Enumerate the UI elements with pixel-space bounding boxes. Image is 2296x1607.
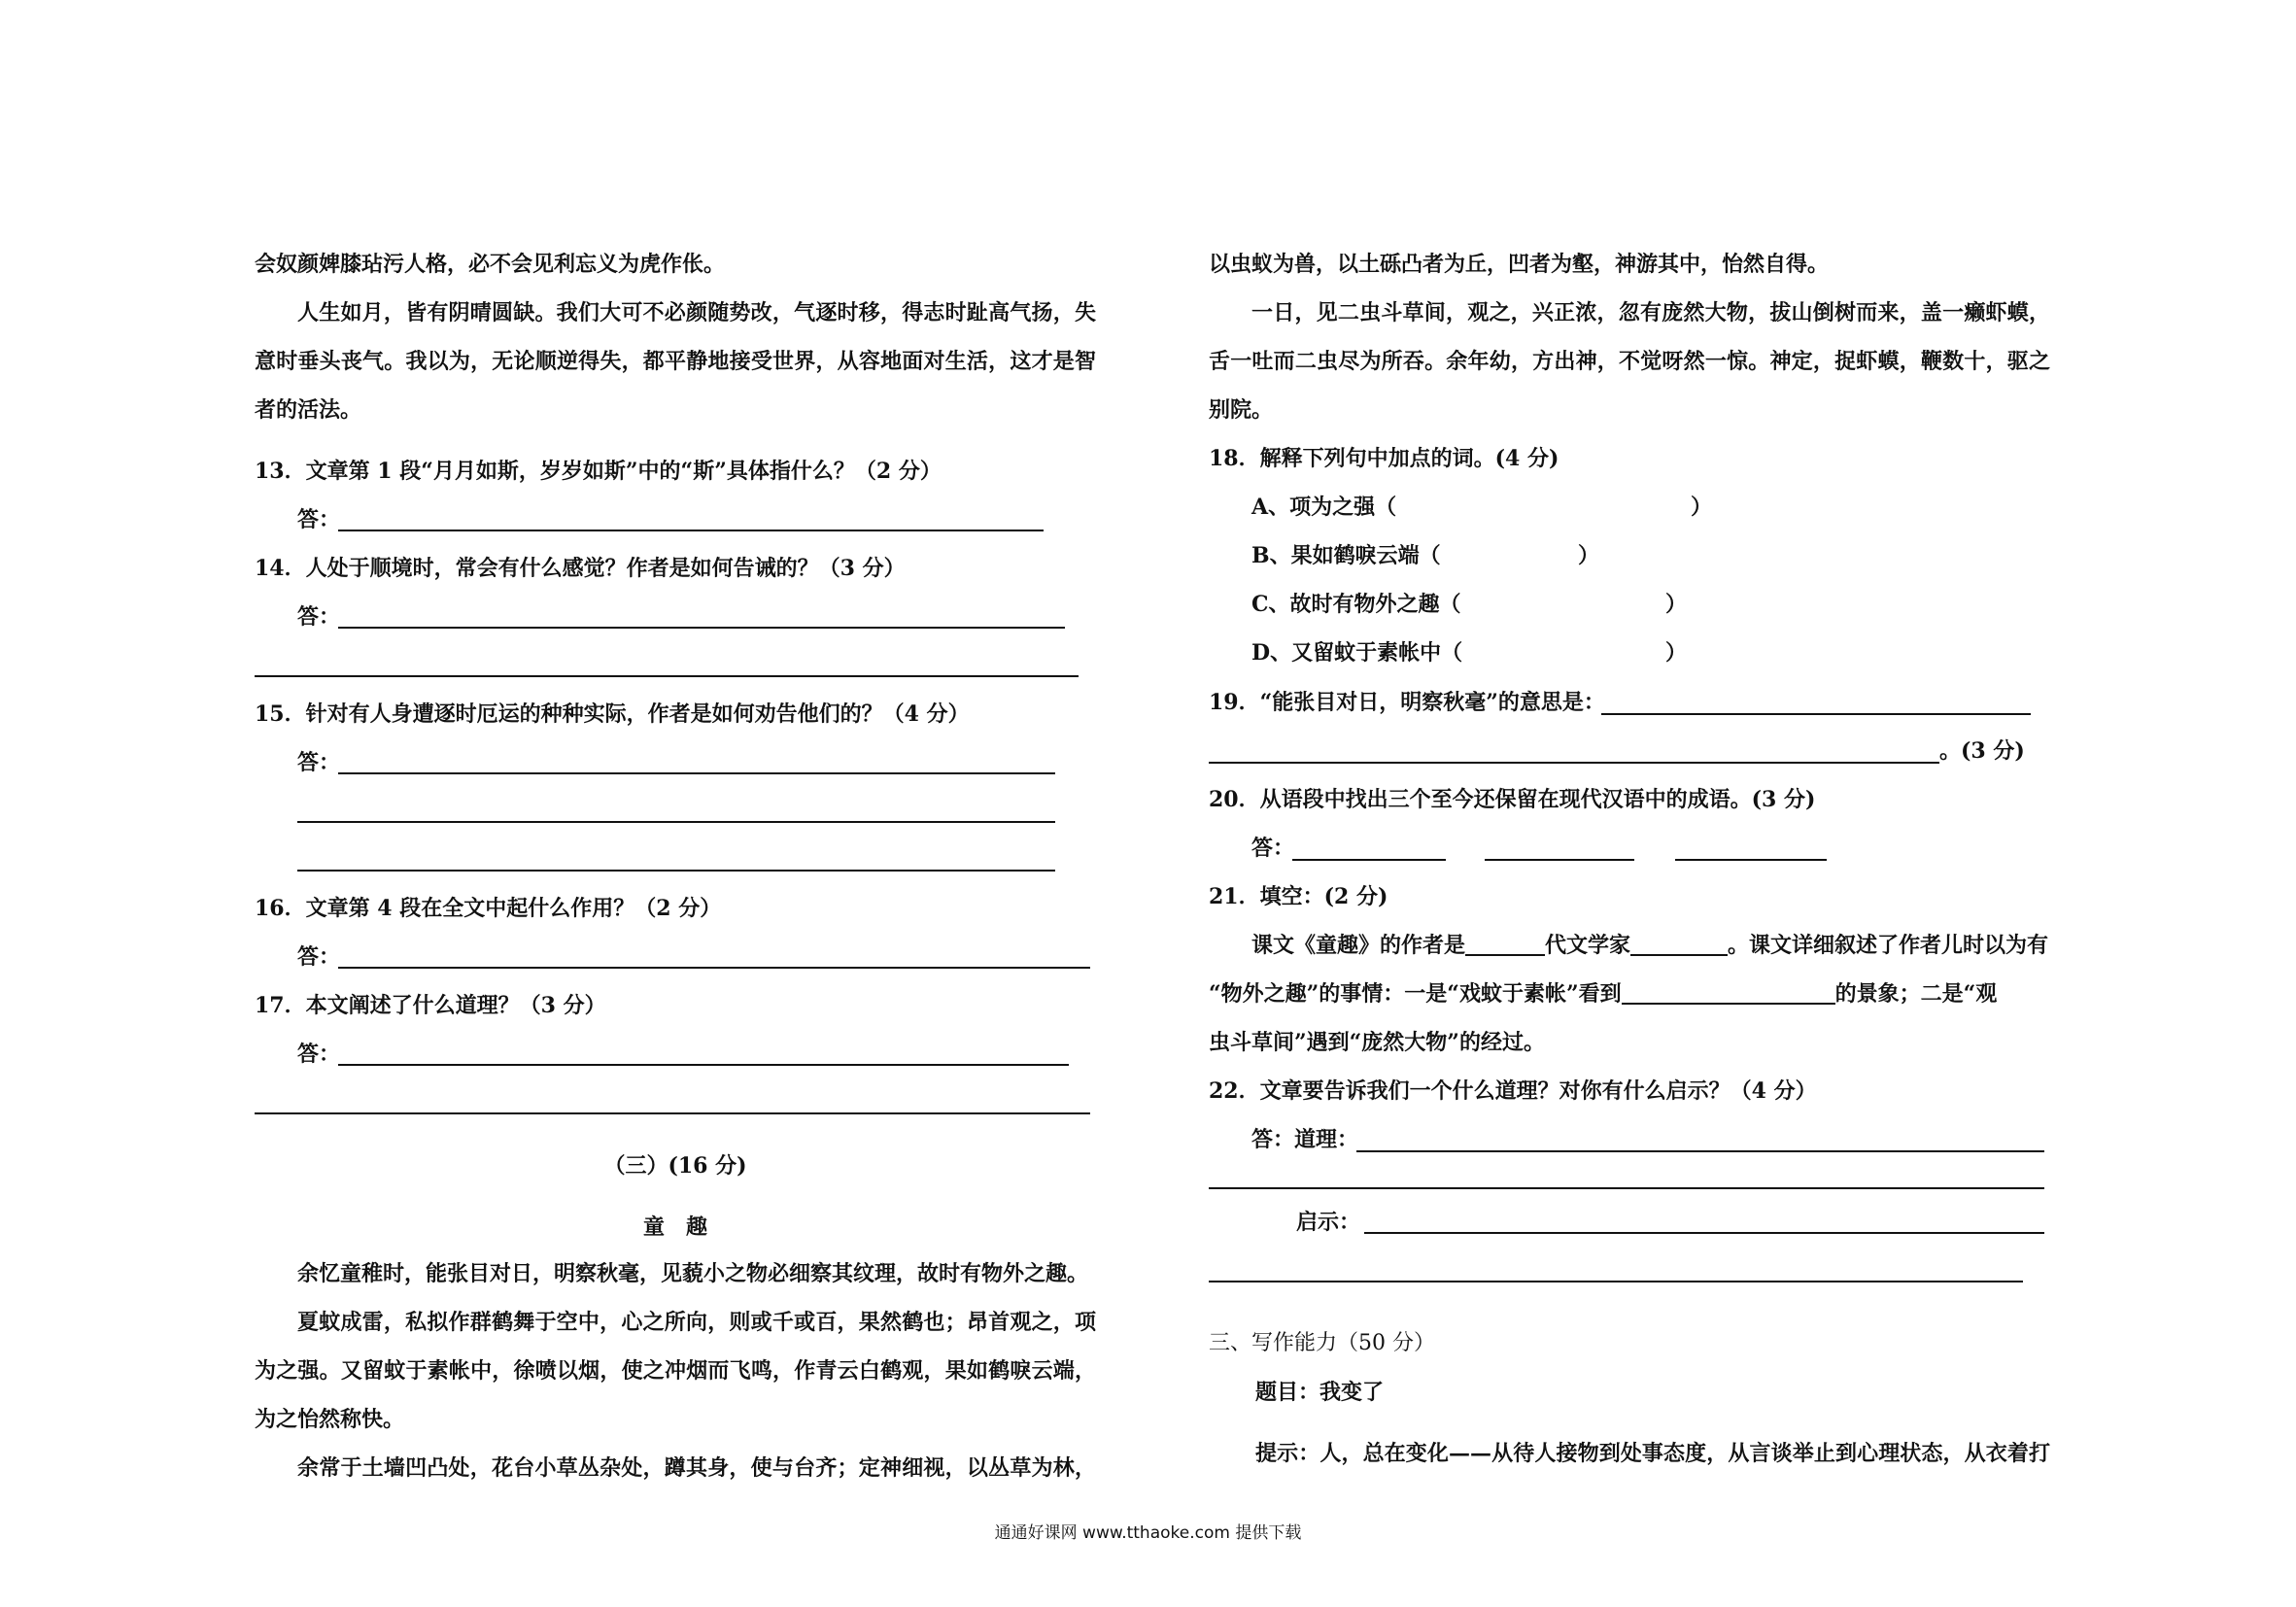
- answer-15-line-3[interactable]: [297, 870, 1055, 872]
- question-16: 16．文章第 4 段在全文中起什么作用？（2 分）: [255, 896, 722, 921]
- answer-20-blank-3[interactable]: [1675, 859, 1827, 861]
- question-13: 13．文章第 1 段“月月如斯，岁岁如斯”中的“斯”具体指什么？（2 分）: [255, 459, 942, 484]
- article-paragraph-4-line-3: 别院。: [1209, 397, 1274, 423]
- question-20: 20．从语段中找出三个至今还保留在现代汉语中的成语。(3 分): [1209, 787, 1816, 812]
- answer-19-line-2[interactable]: [1209, 762, 1939, 764]
- answer-16-label: 答：: [297, 944, 341, 970]
- q21-text-3: 。课文详细叙述了作者儿时以为有: [1728, 933, 2049, 958]
- answer-20-blank-1[interactable]: [1292, 859, 1446, 861]
- answer-22-insight-label: 启示：: [1296, 1210, 1361, 1235]
- question-21: 21．填空：(2 分): [1209, 884, 1388, 909]
- article-paragraph-2-line-3: 为之怡然称快。: [255, 1407, 405, 1432]
- answer-19-line-1[interactable]: [1601, 713, 2031, 715]
- question-18-a-close: ）: [1691, 495, 1713, 520]
- question-19-score: 。(3 分): [1939, 738, 2025, 764]
- q21-text-5: 的景象；二是“观: [1834, 981, 1998, 1007]
- question-22: 22．文章要告诉我们一个什么道理？对你有什么启示？（4 分）: [1209, 1078, 1817, 1104]
- question-21-line-3: 虫斗草间”遇到“庞然大物”的经过。: [1209, 1030, 1545, 1055]
- writing-topic: 题目：我变了: [1255, 1380, 1385, 1405]
- q21-blank-author[interactable]: [1630, 933, 1728, 956]
- article-paragraph-3-line-1: 余常于土墙凹凸处，花台小草丛杂处，蹲其身，使与台齐；定神细视，以丛草为林，: [297, 1455, 1096, 1481]
- answer-15-line-1[interactable]: [338, 772, 1055, 774]
- answer-13-line[interactable]: [338, 530, 1044, 531]
- section-3-heading: （三）(16 分): [603, 1153, 747, 1179]
- article-paragraph-1: 余忆童稚时，能张目对日，明察秋毫，见藐小之物必细察其纹理，故时有物外之趣。: [297, 1261, 1089, 1286]
- article-paragraph-4-line-1: 一日，见二虫斗草间，观之，兴正浓，忽有庞然大物，拔山倒树而来，盖一癞虾蟆，: [1251, 300, 2050, 325]
- question-18-c-close: ）: [1665, 592, 1688, 617]
- paragraph-life-line-3: 者的活法。: [255, 397, 362, 423]
- question-18-c: C、故时有物外之趣（: [1251, 592, 1461, 617]
- writing-hint: 提示：人，总在变化——从待人接物到处事态度，从言谈举止到心理状态，从衣着打: [1255, 1441, 2050, 1466]
- answer-16-line[interactable]: [338, 967, 1090, 969]
- answer-13-label: 答：: [297, 507, 341, 532]
- answer-17-label: 答：: [297, 1042, 341, 1067]
- q21-blank-dynasty[interactable]: [1465, 933, 1545, 956]
- answer-14-line-1[interactable]: [338, 627, 1065, 629]
- paragraph-life-line-2: 意时垂头丧气。我以为，无论顺逆得失，都平静地接受世界，从容地面对生活，这才是智: [255, 349, 1096, 374]
- answer-14-label: 答：: [297, 604, 341, 630]
- question-21-line-2: [1209, 979, 1997, 1009]
- question-18-b: B、果如鹤唳云端（: [1251, 543, 1441, 568]
- answer-15-label: 答：: [297, 750, 341, 775]
- paragraph-continuation: 会奴颜婢膝玷污人格，必不会见利忘义为虎作伥。: [255, 252, 726, 277]
- answer-17-line-1[interactable]: [338, 1064, 1069, 1066]
- answer-22-reason-label: 答：道理：: [1251, 1127, 1359, 1152]
- q21-text-4: “物外之趣”的事情：一是“戏蚊于素帐”看到: [1209, 981, 1622, 1007]
- article-paragraph-4-line-2: 舌一吐而二虫尽为所吞。余年幼，方出神，不觉呀然一惊。神定，捉虾蟆，鞭数十，驱之: [1209, 349, 2050, 374]
- question-18-b-close: ）: [1578, 543, 1600, 568]
- page-footer: 通通好课网 www.tthaoke.com 提供下载: [994, 1523, 1302, 1543]
- q21-text-1: 课文《童趣》的作者是: [1251, 933, 1466, 958]
- paragraph-life-line-1: 人生如月，皆有阴晴圆缺。我们大可不必颜随势改，气逐时移，得志时趾高气扬，失: [297, 300, 1096, 325]
- question-18-d: D、又留蚊于素帐中（: [1251, 640, 1463, 666]
- answer-22-reason-line-1[interactable]: [1356, 1150, 2044, 1152]
- article-paragraph-2-line-1: 夏蚊成雷，私拟作群鹤舞于空中，心之所向，则或千或百，果然鹤也；昂首观之，项: [297, 1310, 1096, 1335]
- question-14: 14．人处于顺境时，常会有什么感觉？作者是如何告诫的？（3 分）: [255, 556, 906, 581]
- article-paragraph-3-line-2: 以虫蚁为兽，以土砾凸者为丘，凹者为壑，神游其中，怡然自得。: [1209, 252, 1830, 277]
- question-18-d-close: ）: [1665, 640, 1688, 666]
- question-19: 19．“能张目对日，明察秋毫”的意思是：: [1209, 690, 1605, 715]
- answer-14-line-2[interactable]: [255, 675, 1079, 677]
- answer-22-insight-line-1[interactable]: [1364, 1232, 2044, 1234]
- q21-blank-scene[interactable]: [1622, 981, 1835, 1005]
- answer-17-line-2[interactable]: [255, 1112, 1090, 1114]
- question-18: 18．解释下列句中加点的词。(4 分): [1209, 446, 1559, 471]
- answer-15-line-2[interactable]: [297, 821, 1055, 823]
- answer-22-insight-line-2[interactable]: [1209, 1281, 2023, 1282]
- answer-20-blank-2[interactable]: [1485, 859, 1634, 861]
- writing-section-heading: 三、写作能力（50 分）: [1209, 1331, 1435, 1355]
- article-paragraph-2-line-2: 为之强。又留蚊于素帐中，徐喷以烟，使之冲烟而飞鸣，作青云白鹤观，果如鹤唳云端，: [255, 1358, 1096, 1384]
- question-17: 17．本文阐述了什么道理？（3 分）: [255, 993, 606, 1018]
- question-15: 15．针对有人身遭逐时厄运的种种实际，作者是如何劝告他们的？（4 分）: [255, 701, 970, 727]
- answer-20-label: 答：: [1251, 836, 1295, 861]
- article-title: 童 趣: [642, 1214, 707, 1240]
- question-18-a: A、项为之强（: [1251, 495, 1397, 520]
- answer-22-reason-line-2[interactable]: [1209, 1187, 2044, 1189]
- question-21-line-1: [1209, 931, 2048, 960]
- q21-text-2: 代文学家: [1545, 933, 1631, 958]
